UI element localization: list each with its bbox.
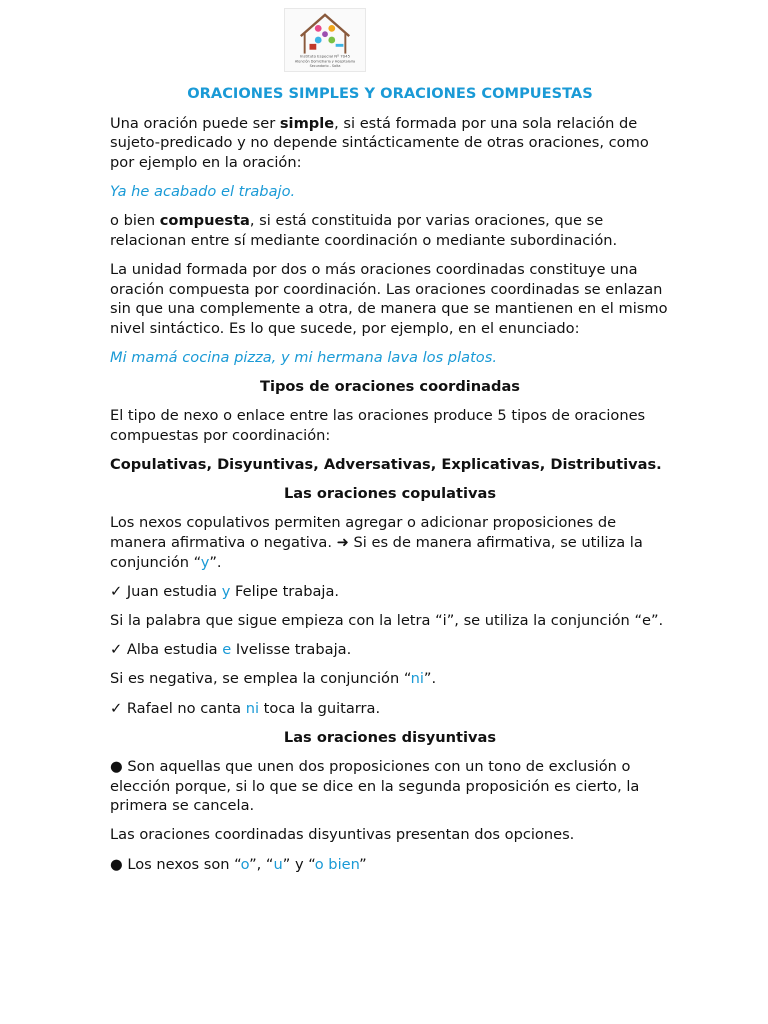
paragraph-copulativas: Los nexos copulativos permiten agregar o adicionar proposiciones de manera afirmativa o negativa. ➜ Si es de manera afirmativa, se utiliza la conjunción “y”. <box>110 514 643 571</box>
heading-copulativas: Las oraciones copulativas <box>283 485 497 503</box>
logo-graphic <box>285 9 365 71</box>
example-e: ✓ Alba estudia e Ivelisse trabaja. <box>110 641 352 659</box>
example-ni: ✓ Rafael no canta ni toca la guitarra. <box>110 699 381 717</box>
svg-text:Secundario - Salta: Secundario - Salta <box>309 64 341 69</box>
example-simple-sentence: Ya he acabado el trabajo. <box>110 182 296 200</box>
paragraph-coordination: La unidad formada por dos o más oraciones coordinadas constituye una oración compuesta por coordinación. Las oraciones coordinadas se enlazan sin que una complemente a otra, de manera que se mantienen en el mismo nivel sintáctico. Es lo que sucede, por ejemplo, en el enunciado: <box>110 260 668 337</box>
paragraph-compound: o bien compuesta, si está constituida por varias oraciones, que se relacionan entre sí mediante coordinación o mediante subordinación. <box>110 212 618 249</box>
heading-types: Tipos de oraciones coordinadas <box>260 378 520 396</box>
paragraph-dos-opciones: Las oraciones coordinadas disyuntivas presentan dos opciones. <box>110 826 575 844</box>
document-body <box>110 84 670 884</box>
example-compound-sentence: Mi mamá cocina pizza, y mi hermana lava los platos. <box>110 348 497 366</box>
nexo-y: y <box>200 553 210 571</box>
types-list: Copulativas, Disyuntivas, Adversativas, Explicativas, Distributivas. <box>110 456 662 474</box>
document-title: ORACIONES SIMPLES Y ORACIONES COMPUESTAS <box>187 85 593 102</box>
svg-text:Instituto Especial Nº 7045: Instituto Especial Nº 7045 <box>299 53 351 59</box>
nexo-ni: ni <box>410 670 424 688</box>
paragraph-simple: Una oración puede ser simple, si está formada por una sola relación de sujeto-predicado y no depende sintácticamente de otras oraciones, como por ejemplo en la oración: <box>110 114 649 171</box>
paragraph-nexos-disyuntivos: ● Los nexos son “o”, “u” y “o bien” <box>110 855 367 873</box>
heading-disyuntivas: Las oraciones disyuntivas <box>283 728 497 746</box>
paragraph-types-intro: El tipo de nexo o enlace entre las oraciones produce 5 tipos de oraciones compuestas por coordinación: <box>110 407 646 444</box>
paragraph-disyuntivas: ● Son aquellas que unen dos proposiciones con un tono de exclusión o elección porque, si lo que se dice en la segunda proposición es cierto, la primera se cancela. <box>110 757 640 815</box>
term-compuesta: compuesta <box>159 212 250 230</box>
term-simple: simple <box>279 114 335 132</box>
svg-text:Atención Domiciliaria y Hospit: Atención Domiciliaria y Hospitalaria <box>294 59 356 64</box>
example-y: ✓ Juan estudia y Felipe trabaja. <box>110 582 340 600</box>
paragraph-negativa: Si es negativa, se emplea la conjunción “ni”. <box>110 670 437 688</box>
paragraph-conjuncion-e: Si la palabra que sigue empieza con la letra “i”, se utiliza la conjunción “e”. <box>110 612 664 629</box>
institute-logo <box>284 8 366 72</box>
